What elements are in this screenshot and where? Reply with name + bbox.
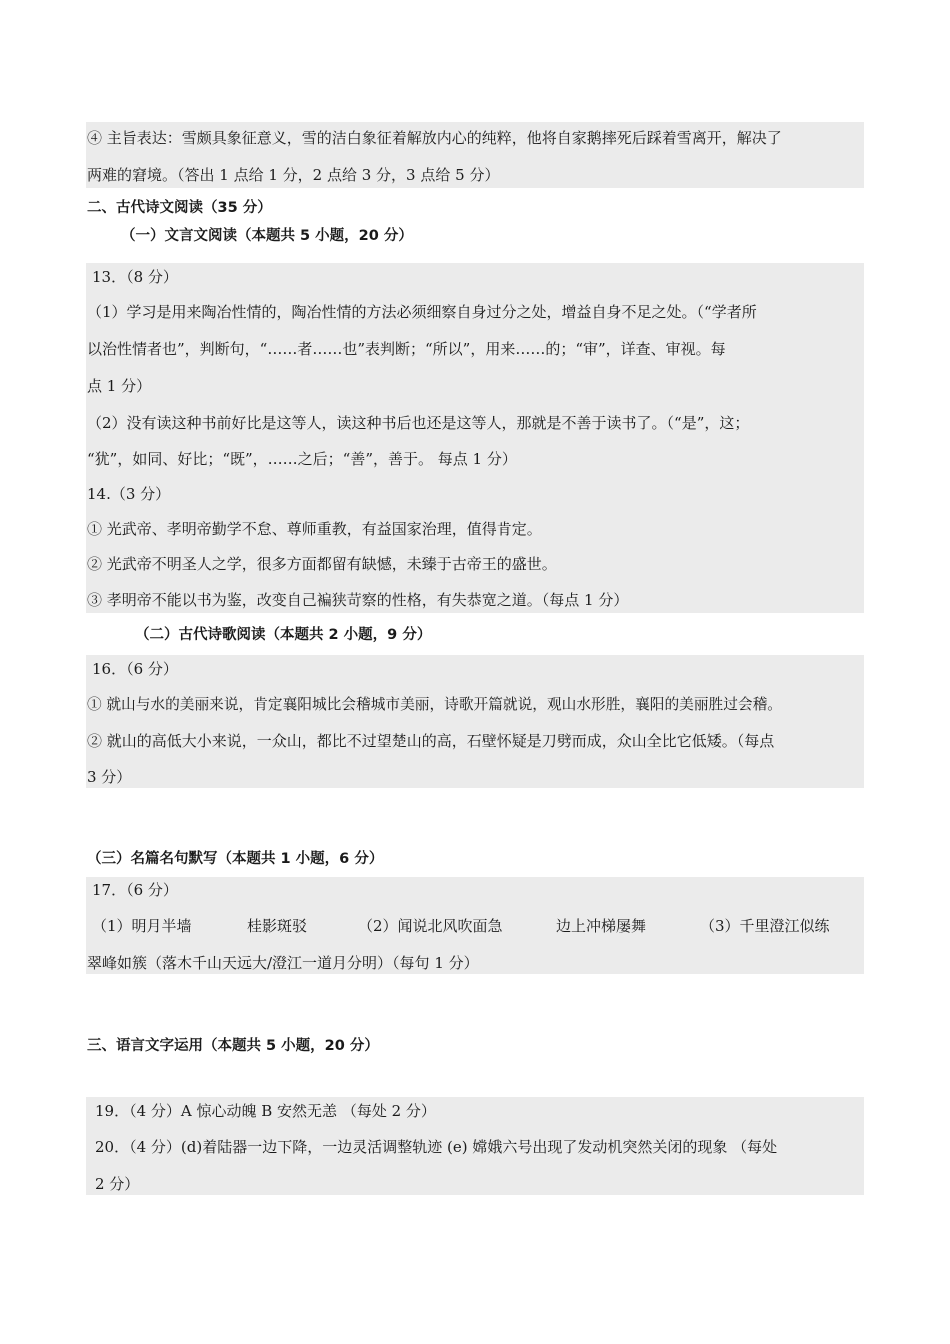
q14-point-1: ① 光武帝、孝明帝勤学不怠、尊师重教，有益国家治理，值得肯定。 (87, 520, 542, 538)
q17-answer-line-2: 翠峰如簇（落木千山天远大/澄江一道月分明）（每句 1 分） (87, 954, 479, 972)
q13-answer-2-line-1: （2）没有读这种书前好比是这等人，读这种书后也还是这等人，那就是不善于读书了。（“是”，这； (87, 414, 750, 432)
q20-answer-line-2: 2 分） (95, 1175, 140, 1193)
theme-answer-line-2: 两难的窘境。（答出 1 点给 1 分，2 点给 3 分，3 点给 5 分） (87, 166, 500, 184)
theme-answer-line-1: ④ 主旨表达：雪颇具象征意义，雪的洁白象征着解放内心的纯粹，他将自家鹅摔死后踩着雪离开，解决了 (87, 129, 782, 147)
q20-answer-line-1: 20．（4 分）(d)着陆器一边下降，一边灵活调整轨迹 (e) 嫦娥六号出现了发动机突然关闭的现象 （每处 (95, 1138, 778, 1156)
q16-point-2-line-1: ② 就山的高低大小来说，一众山，都比不过望楚山的高，石壁怀疑是刀劈而成，众山全比它低矮。（每点 (87, 732, 775, 750)
section-2-title: 二、古代诗文阅读（35 分） (87, 200, 272, 216)
q16-point-1: ① 就山与水的美丽来说，肯定襄阳城比会稽城市美丽，诗歌开篇就说，观山水形胜，襄阳的美丽胜过会稽。 (87, 696, 782, 713)
answer-box-poetry (86, 655, 864, 788)
q14-point-3: ③ 孝明帝不能以书为鉴，改变自己褊狭苛察的性格，有失恭宽之道。（每点 1 分） (87, 591, 629, 609)
q14-label: 14.（3 分） (87, 485, 171, 503)
q13-answer-1-line-1: （1）学习是用来陶冶性情的，陶冶性情的方法必须细察自身过分之处，增益自身不足之处。（“学者所 (87, 303, 757, 321)
section-3-title: 三、语言文字运用（本题共 5 小题，20 分） (87, 1038, 379, 1054)
q16-point-2-line-2: 3 分） (87, 768, 132, 786)
part-3-title: （三）名篇名句默写（本题共 1 小题，6 分） (87, 851, 384, 867)
q17-answer-3: （3）千里澄江似练 (700, 917, 830, 935)
q17-answer-2: （2）闻说北风吹面急 (358, 917, 503, 935)
part-1-title: （一）文言文阅读（本题共 5 小题，20 分） (121, 228, 413, 244)
q13-answer-1-line-3: 点 1 分） (87, 377, 152, 395)
q14-point-2: ② 光武帝不明圣人之学，很多方面都留有缺憾，未臻于古帝王的盛世。 (87, 555, 557, 573)
q16-label: 16．（6 分） (92, 660, 178, 678)
q17-label: 17．（6 分） (92, 881, 178, 899)
q17-answer-1b: 桂影斑驳 (247, 917, 308, 935)
q19-answer: 19．（4 分）A 惊心动魄 B 安然无恙 （每处 2 分） (95, 1102, 436, 1120)
q13-answer-1-line-2: 以治性情者也”，判断句，“……者……也”表判断；“所以”，用来……的；“审”，详查、审视。每 (87, 340, 726, 358)
q17-answer-1: （1）明月半墙 (92, 917, 192, 935)
q17-answer-2b: 边上冲梯屡舞 (556, 917, 647, 935)
q13-label: 13．（8 分） (92, 268, 178, 286)
q13-answer-2-line-2: “犹”，如同、好比；“既”，……之后；“善”，善于。 每点 1 分） (87, 450, 517, 468)
part-2-title: （二）古代诗歌阅读（本题共 2 小题，9 分） (135, 627, 432, 643)
